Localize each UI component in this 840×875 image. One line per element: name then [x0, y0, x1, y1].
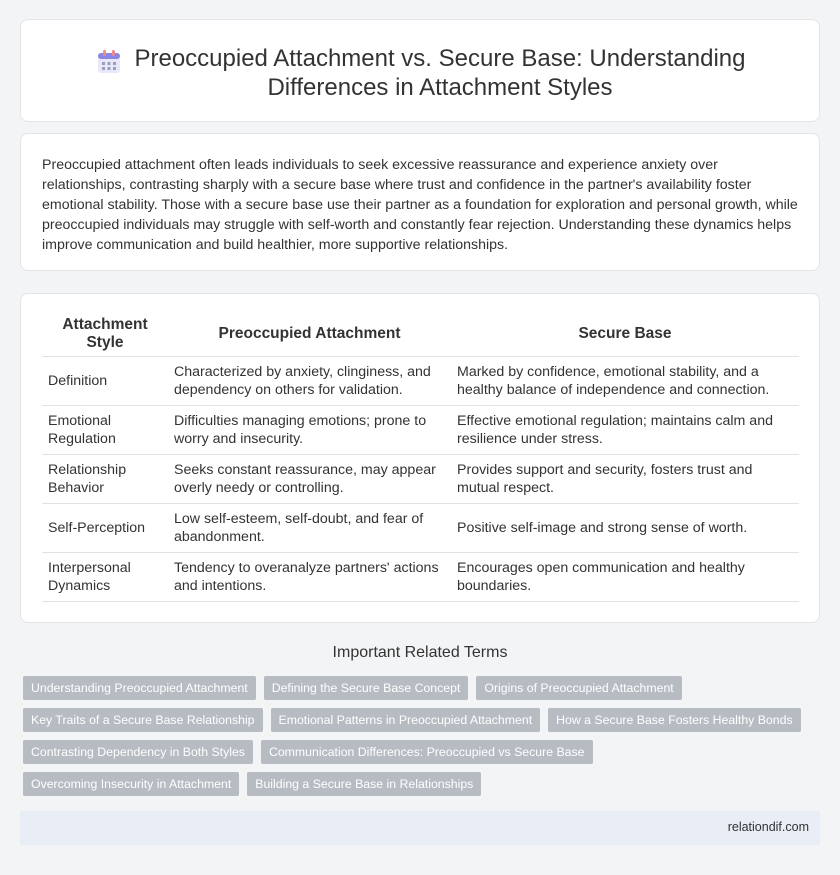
comparison-table-card: [20, 293, 820, 623]
related-term-link[interactable]: Origins of Preoccupied Attachment: [476, 676, 681, 700]
related-terms-title: Important Related Terms: [332, 644, 508, 661]
related-term-link[interactable]: Emotional Patterns in Preoccupied Attachment: [271, 708, 541, 732]
row-label: Relationship Behavior: [42, 455, 168, 504]
footer: [20, 811, 820, 845]
summary-card: [20, 133, 820, 271]
related-term-link[interactable]: Building a Secure Base in Relationships: [247, 772, 481, 796]
secure-base-cell: Positive self-image and strong sense of worth.: [451, 504, 799, 553]
table-header-row: [42, 311, 799, 357]
preoccupied-cell: Seeks constant reassurance, may appear overly needy or controlling.: [168, 455, 451, 504]
header-preoccupied: Preoccupied Attachment: [168, 311, 451, 357]
preoccupied-cell: Difficulties managing emotions; prone to worry and insecurity.: [168, 406, 451, 455]
related-term-link[interactable]: Defining the Secure Base Concept: [264, 676, 469, 700]
related-term-link[interactable]: Understanding Preoccupied Attachment: [23, 676, 256, 700]
related-term-link[interactable]: Overcoming Insecurity in Attachment: [23, 772, 239, 796]
table-row: [42, 455, 799, 504]
related-terms-list: [23, 676, 803, 796]
table-row: [42, 504, 799, 553]
row-label: Interpersonal Dynamics: [42, 553, 168, 602]
summary-paragraph: Preoccupied attachment often leads individuals to seek excessive reassurance and experience anxiety over relationships, contrasting sharply with a secure base where trust and confidence in the partner's availability foster emotional stability. Those with a secure base use their partner as a foundation for exploration and personal growth, while preoccupied individuals may struggle with self-worth and constantly fear rejection. Understanding these dynamics helps improve communication and build healthier, more supportive relationships.: [42, 157, 798, 253]
row-label: Self-Perception: [42, 504, 168, 553]
footer-site-name: relationdif.com: [727, 820, 809, 834]
related-term-link[interactable]: Communication Differences: Preoccupied vs Secure Base: [261, 740, 593, 764]
row-label: Definition: [42, 357, 168, 406]
table-row: [42, 553, 799, 602]
secure-base-cell: Provides support and security, fosters trust and mutual respect.: [451, 455, 799, 504]
preoccupied-cell: Characterized by anxiety, clinginess, and dependency on others for validation.: [168, 357, 451, 406]
header-attachment-style: Attachment Style: [42, 311, 168, 357]
secure-base-cell: Encourages open communication and healthy boundaries.: [451, 553, 799, 602]
related-term-link[interactable]: How a Secure Base Fosters Healthy Bonds: [548, 708, 801, 732]
table-row: [42, 406, 799, 455]
secure-base-cell: Effective emotional regulation; maintains calm and resilience under stress.: [451, 406, 799, 455]
comparison-table: [42, 311, 799, 602]
table-row: [42, 357, 799, 406]
related-term-link[interactable]: Contrasting Dependency in Both Styles: [23, 740, 253, 764]
page-title: Preoccupied Attachment vs. Secure Base: Understanding Differences in Attachment Styles: [134, 45, 746, 101]
title-card: [20, 19, 820, 122]
preoccupied-cell: Low self-esteem, self-doubt, and fear of abandonment.: [168, 504, 451, 553]
row-label: Emotional Regulation: [42, 406, 168, 455]
preoccupied-cell: Tendency to overanalyze partners' actions and intentions.: [168, 553, 451, 602]
related-term-link[interactable]: Key Traits of a Secure Base Relationship: [23, 708, 263, 732]
secure-base-cell: Marked by confidence, emotional stability, and a healthy balance of independence and connection.: [451, 357, 799, 406]
header-secure-base: Secure Base: [451, 311, 799, 357]
